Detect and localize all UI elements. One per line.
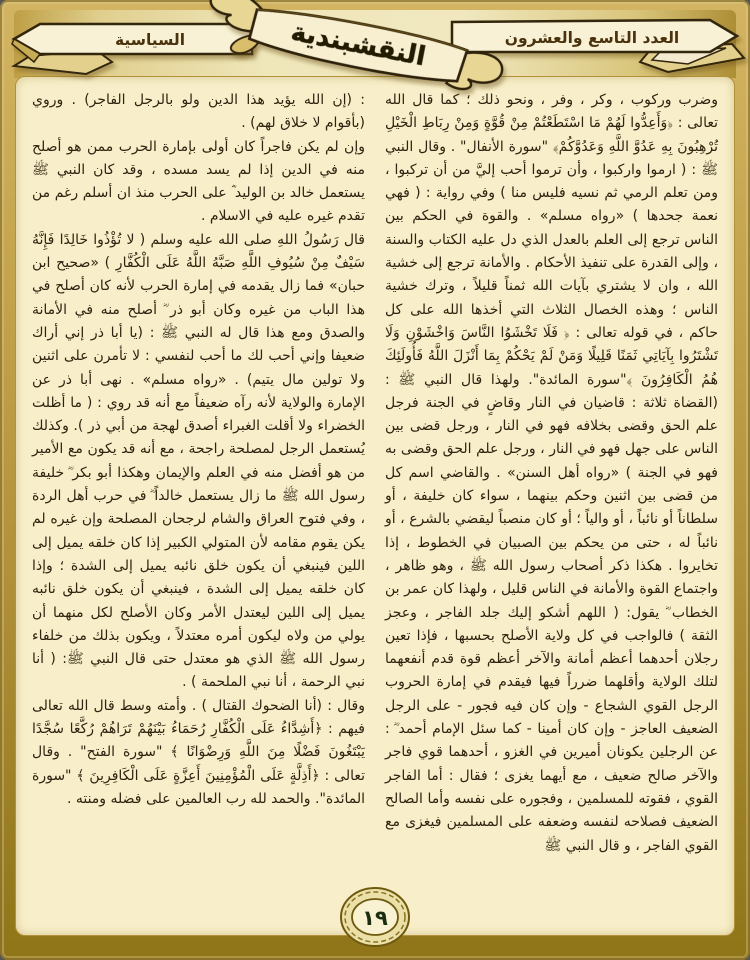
column-left bbox=[32, 89, 365, 927]
paragraph: وقال : (أنا الضحوك القتال ) . وأمته وسط قال الله تعالى فيهم : ﴿أَشِدَّاءُ عَلَى الْكُفَّارِ رُحَمَاءُ بَيْنَهُمْ تَرَاهُمْ رُكَّعًا سُجَّدًا يَبْتَغُونَ فَضْلًا مِنَ اللَّهِ وَرِضْوَانًا ﴾ "سورة الفتح" . وقال تعالى : ﴿أَذِلَّةٍ عَلَى الْمُؤْمِنِينَ أَعِزَّةٍ عَلَى الْكَافِرِينَ ﴾ "سورة المائدة". والحمد لله رب العالمين على فضله ومنته . bbox=[32, 697, 365, 807]
page-number-medallion bbox=[336, 882, 414, 952]
paragraph: قال رَسُولُ اللهِ صلى الله عليه وسلم ( لا تُؤْذُوا خَالِدًا فَإِنَّهُ سَيْفٌ مِنْ سُيُوفِ اللَّهِ صَبَّهُ اللَّهُ عَلَى الْكُفَّارِ ) «صحيح ابن حبان» فما زال يقدمه في إمارة الحرب لأنه كان أصلح في هذا الباب من غيره وكان أبو ذر ؓ أصلح منه في الأمانة والصدق ومع هذا قال له النبي ﷺ : (يا أبا ذر إني أراك ضعيفا وإني أحب لك ما أحب لنفسي : لا تأمرن على اثنين ولا تولين مال يتيم) . «رواه مسلم» . نهى أبا ذر عن الإمارة والولاية لأنه رآه ضعيفاً مع أنه قد روي : ( ما أظلت الخضراء ولا أقلت الغبراء أصدق لهجة من أبي ذر ). وكذلك يُستعمل الرجل لمصلحة راجحة ، مع أنه قد يكون مع الأمير من هو أفضل منه في العلم والإيمان وهكذا أبو بكر ؓ خليفة رسول الله ﷺ ما زال يستعمل خالداً ؓ في حرب أهل الردة ، وفي فتوح العراق والشام لرجحان المصلحة وإن غيره لم يكن يقوم مقامه لأن المتولي الكبير إذا كان خلقه يميل إلى اللين فينبغي أن يكون خلق نائبه يميل إلى الشدة ؛ وإذا كان خلقه يميل إلى الشدة ، فينبغي أن يكون خلق نائبه يميل إلى اللين ليعتدل الأمر وكان الأصلح لكل منهما أن يولي من ولاه ليكون أمره معتدلاً ، ويكون بذلك من خلفاء رسول الله ﷺ الذي هو معتدل حتى قال النبي ﷺ: ( أنا نبي الرحمة ، أنا نبي الملحمة ) . bbox=[32, 231, 365, 691]
paragraph: وإن لم يكن فاجراً كان أولى بإمارة الحرب ممن هو أصلح منه في الدين إذا لم يسد مسده ، وقد كان النبي ﷺ يستعمل خالد بن الوليد ؓ على الحرب منذ ان أسلم رغم من تقدم غيره عليه في الاسلام . bbox=[32, 138, 365, 225]
page-number: ١٩ bbox=[362, 906, 388, 930]
magazine-title: النقشبندية bbox=[288, 16, 428, 73]
header-art bbox=[0, 0, 750, 100]
paragraph: وضرب وركوب ، وكر ، وفر ، ونحو ذلك ؛ كما قال الله تعالى : ﴿وَأَعِدُّوا لَهُمْ مَا اسْتَطَعْتُمْ مِنْ قُوَّةٍ وَمِنْ رِبَاطِ الْخَيْلِ تُرْهِبُونَ بِهِ عَدُوَّ اللَّهِ وَعَدُوَّكُمْ﴾ "سورة الأنفال" . وقال النبي ﷺ : ( ارموا واركبوا ، وأن ترموا أحب إليَّ من أن تركبوا ، ومن تعلم الرمي ثم نسيه فليس منا ) وفي رواية : ( فهي نعمة جحدها ) «رواه مسلم» . والقوة في الحكم بين الناس ترجع إلى العلم بالعدل الذي دل عليه الكتاب والسنة ، وإلى القدرة على تنفيذ الأحكام . والأمانة ترجع إلى خشية الله ، وان لا يشتري بآيات الله ثمناً قليلاً ، وترك خشية الناس ؛ وهذه الخصال الثلاث التي أخذها الله على كل حاكم ، في قوله تعالى : ﴿ فَلَا تَخْشَوُا النَّاسَ وَاخْشَوْنِ وَلَا تَشْتَرُوا بِآيَاتِي ثَمَنًا قَلِيلًا وَمَنْ لَمْ يَحْكُمْ بِمَا أَنْزَلَ اللَّهُ فَأُولَئِكَ هُمُ الْكَافِرُونَ ﴾"سورة المائدة". ولهذا قال النبي ﷺ : (القضاة ثلاثة : قاضيان في النار وقاضٍ في الجنة فرجل علم الحق وقضى بخلافه فهو في النار ، ورجل قضى بين الناس على جهل فهو في النار ، ورجل علم الحق وقضى به فهو في الجنة ) «رواه أهل السنن» . والقاضي اسم كل من قضى بين اثنين وحكم بينهما ، سواء كان خليفة ، أو سلطاناً أو نائباً ، أو والياً ؛ أو كان منصباً ليقضي بالشرع ، أو نائباً له ، حتى من يحكم بين الصبيان في الخطوط ، إذا تخايروا . هكذا ذكر أصحاب رسول الله ﷺ ، وهو ظاهر ، واجتماع القوة والأمانة في الناس قليل ، ولهذا كان عمر بن الخطاب ؓ يقول: ( اللهم أشكو إليك جلد الفاجر ، وعجز الثقة ) فالواجب في كل ولاية الأصلح بحسبها ، فإذا تعين رجلان أحدهما أعظم أمانة والآخر أعظم قوة قدم أنفعهما لتلك الولاية وأقلهما ضرراً فيها فيقدم في إمارة الحروب الرجل القوي الشجاع - وإن كان فيه فجور - على الرجل الضعيف العاجز - وإن كان أمينا - كما سئل الإمام أحمد ؓ : عن الرجلين يكونان أميرين في الغزو ، أحدهما قوي فاجر والآخر صالح ضعيف ، مع أيهما يغزى ؛ فقال : أما الفاجر القوي ، فقوته للمسلمين ، وفجوره على نفسه وأما الصالح الضعيف فصلاحه لنفسه وضعفه على المسلمين فيغزى مع القوي الفاجر ، و قال النبي ﷺ bbox=[385, 92, 718, 854]
paragraph: : (إن الله يؤيد هذا الدين ولو بالرجل الفاجر) . وروي (بأقوام لا خلاق لهم) . bbox=[32, 92, 365, 132]
section-ribbon bbox=[12, 24, 252, 74]
title-scroll-banner bbox=[202, 0, 507, 100]
two-column-body bbox=[16, 77, 734, 935]
paper-panel bbox=[15, 76, 735, 936]
column-right bbox=[385, 89, 718, 927]
section-ribbon-label: السياسية bbox=[114, 31, 186, 49]
issue-ribbon-label: العدد التاسع والعشرون bbox=[504, 29, 680, 47]
